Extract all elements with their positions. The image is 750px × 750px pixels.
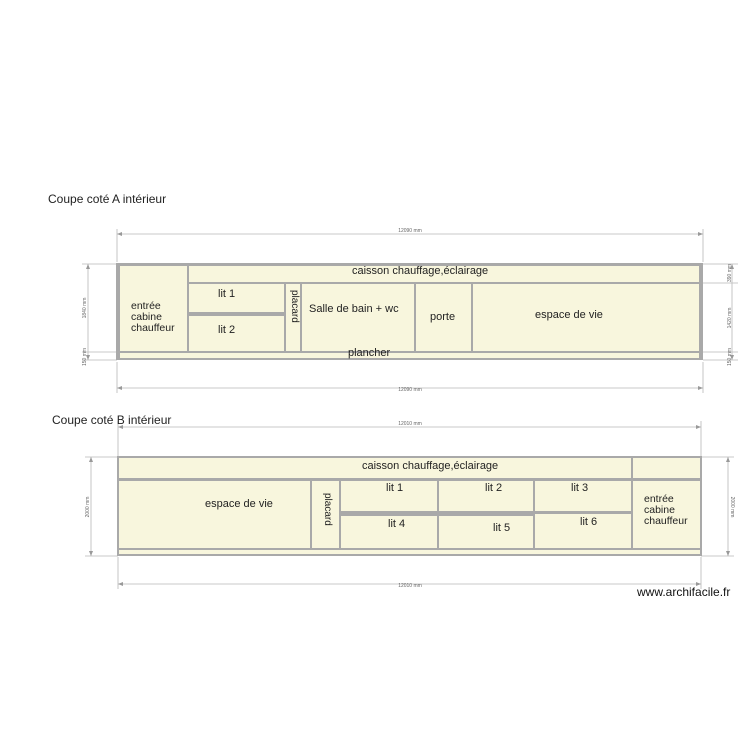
dim-b-top: 12010 mm bbox=[398, 421, 422, 427]
room-a-lit1 bbox=[189, 284, 284, 312]
room-a-sdb-label: Salle de bain + wc bbox=[309, 303, 399, 315]
room-b-entree-label: entrée cabine chauffeur bbox=[644, 493, 688, 527]
room-a-sdb bbox=[302, 284, 414, 351]
room-a-placard-label: placard bbox=[289, 290, 300, 323]
watermark: www.archifacile.fr bbox=[637, 585, 731, 599]
section-a-title: Coupe coté A intérieur bbox=[48, 192, 167, 206]
room-a-lit2 bbox=[189, 316, 284, 351]
room-b-lit5 bbox=[439, 516, 533, 548]
room-a-lit2-label: lit 2 bbox=[218, 324, 236, 336]
room-b-caisson-label: caisson chauffage,éclairage bbox=[362, 460, 499, 472]
dim-a-right-mid: 1420 mm bbox=[727, 307, 733, 329]
dim-b-left: 2000 mm bbox=[85, 496, 91, 518]
room-b-lit1-label: lit 1 bbox=[386, 482, 404, 494]
room-b-lit2-label: lit 2 bbox=[485, 482, 503, 494]
room-b-espace-label: espace de vie bbox=[205, 498, 273, 510]
dim-a-right-bottom: 150 mm bbox=[727, 347, 733, 367]
room-a-porte-label: porte bbox=[430, 311, 456, 323]
room-a-entree-label: entrée cabine chauffeur bbox=[131, 300, 175, 334]
room-a-lit1-label: lit 1 bbox=[218, 288, 236, 300]
dim-a-top: 12090 mm bbox=[398, 228, 422, 234]
dim-b-bottom: 12010 mm bbox=[398, 583, 422, 589]
room-a-espace-label: espace de vie bbox=[535, 309, 603, 321]
room-b-plancher bbox=[119, 550, 700, 554]
room-a-caisson-label: caisson chauffage,éclairage bbox=[352, 265, 489, 277]
room-b-lit5-label: lit 5 bbox=[493, 522, 511, 534]
room-b-lit6-label: lit 6 bbox=[580, 516, 598, 528]
room-b-lit4-label: lit 4 bbox=[388, 518, 406, 530]
room-a-plancher-label: plancher bbox=[348, 347, 391, 359]
room-b-placard-label: placard bbox=[322, 493, 333, 526]
section-b-title: Coupe coté B intérieur bbox=[52, 413, 172, 427]
dim-a-right-top: 390 mm bbox=[727, 263, 733, 283]
dim-a-left-main: 1840 mm bbox=[82, 297, 88, 319]
room-a-plancher bbox=[120, 353, 699, 358]
dim-a-bottom: 12090 mm bbox=[398, 387, 422, 393]
room-b-caisson-right bbox=[633, 458, 700, 478]
dim-a-left-bottom: 150 mm bbox=[82, 347, 88, 367]
room-b-lit3-label: lit 3 bbox=[571, 482, 589, 494]
room-b-espace bbox=[119, 481, 310, 548]
dim-b-right: 2000 mm bbox=[729, 496, 735, 518]
